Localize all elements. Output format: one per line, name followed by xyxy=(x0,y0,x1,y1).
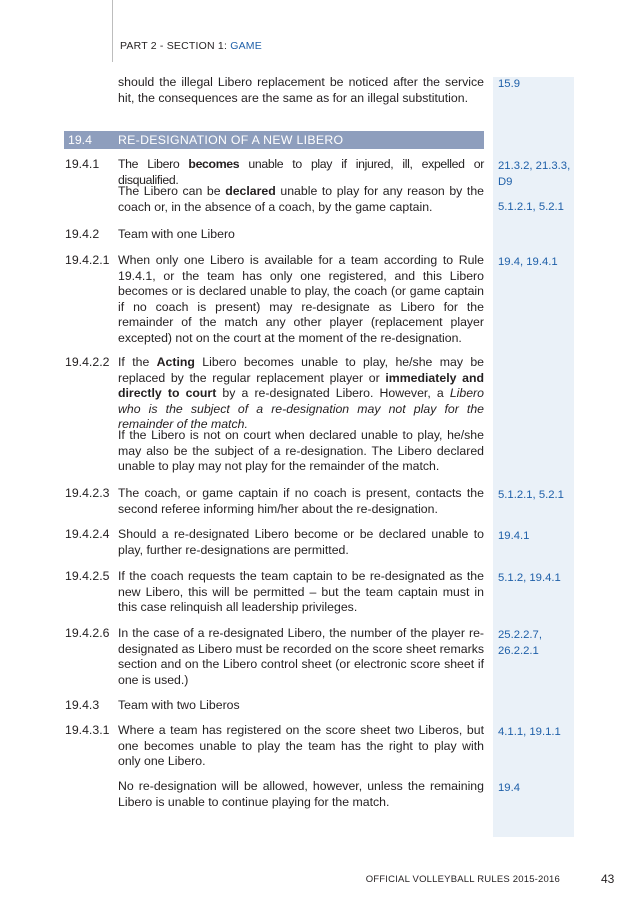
rule-text: Where a team has registered on the score sheet two Liberos, but one becomes unable to play the team has the right to play with only one Libero. xyxy=(118,723,484,769)
section-heading-bar xyxy=(64,131,484,149)
rule-ref: 5.1.2.1, 5.2.1 xyxy=(498,489,564,501)
rule-number: 19.4.3 xyxy=(65,698,100,712)
rule-text: The Libero can be declared unable to play for any reason by the coach or, in the absence of a coach, by the game captain. xyxy=(118,184,484,214)
rule-number: 19.4.2.4 xyxy=(65,527,110,541)
rule-ref: 19.4, 19.4.1 xyxy=(498,256,558,268)
reference-column xyxy=(493,77,574,837)
header-divider-line xyxy=(112,0,113,62)
rule-text: The coach, or game captain if no coach is present, contacts the second referee informing him/her about the re-designation. xyxy=(118,486,484,516)
rule-ref: 19.4.1 xyxy=(498,530,530,542)
rule-text: Should a re-designated Libero become or be declared unable to play, further re-designations are permitted. xyxy=(118,527,484,557)
header-part: PART 2 - SECTION 1: xyxy=(120,40,231,52)
rule-text: The Libero becomes unable to play if injured, ill, expelled or disqualified. xyxy=(118,157,484,187)
rule-number: 19.4.3.1 xyxy=(65,723,110,737)
page-number: 43 xyxy=(601,872,615,886)
rule-number: 19.4.2.1 xyxy=(65,253,110,267)
rule-number: 19.4.2.2 xyxy=(65,355,110,369)
rule-text: When only one Libero is available for a team according to Rule 19.4.1, or the team has only one registered, and this Libero becomes or is declared unable to play, the coach (or game captain if no coach is present) may re-designate as Libero for the remainder of the match any other player (replacement player excepted) not on the court at the moment of the re-designation. xyxy=(118,253,484,345)
rule-text: If the Acting Libero becomes unable to play, he/she may be replaced by the regular replacement player or immediately and directly to court by a re-designated Libero. However, a Libero who is the subject of a re-designation may not play for the remainder of the match. xyxy=(118,355,485,432)
rule-number: 19.4.2.3 xyxy=(65,486,110,500)
footer-title: OFFICIAL VOLLEYBALL RULES 2015-2016 xyxy=(365,874,560,885)
rule-ref: 25.2.2.7, 26.2.2.1 xyxy=(498,629,542,657)
rule-text: Team with two Liberos xyxy=(118,698,240,712)
rule-number: 19.4.1 xyxy=(65,157,100,171)
rule-ref: 4.1.1, 19.1.1 xyxy=(498,726,561,738)
rule-text: Team with one Libero xyxy=(118,227,235,241)
rule-text: If the Libero is not on court when declared unable to play, he/she may also be the subject of a re-designation. The Libero declared unable to play may not play for the remainder of the match. xyxy=(118,428,484,474)
rule-text: In the case of a re-designated Libero, the number of the player re-designated as Libero must be recorded on the score sheet remarks section and on the Libero control sheet (or electronic score sheet if one is used.) xyxy=(118,626,484,687)
rule-number: 19.4.2.5 xyxy=(65,569,110,583)
section-title: RE-DESIGNATION OF A NEW LIBERO xyxy=(118,133,344,147)
section-number: 19.4 xyxy=(68,133,92,147)
intro-text: should the illegal Libero replacement be noticed after the service hit, the consequences are the same as for an illegal substitution. xyxy=(118,75,484,105)
rule-ref: 5.1.2, 19.4.1 xyxy=(498,572,561,584)
rule-ref: 19.4 xyxy=(498,782,520,794)
rule-ref: 21.3.2, 21.3.3, D9 xyxy=(498,160,571,188)
rule-number: 19.4.2 xyxy=(65,227,100,241)
header-section: GAME xyxy=(230,40,262,52)
rule-ref: 5.1.2.1, 5.2.1 xyxy=(498,201,564,213)
rule-text: If the coach requests the team captain to be re-designated as the new Libero, this will be permitted – but the team captain must in this case relinquish all leadership privileges. xyxy=(118,569,484,615)
running-header xyxy=(120,40,262,52)
rule-number: 19.4.2.6 xyxy=(65,626,110,640)
rule-text: No re-designation will be allowed, however, unless the remaining Libero is unable to continue playing for the match. xyxy=(118,779,484,809)
intro-ref: 15.9 xyxy=(498,78,520,90)
